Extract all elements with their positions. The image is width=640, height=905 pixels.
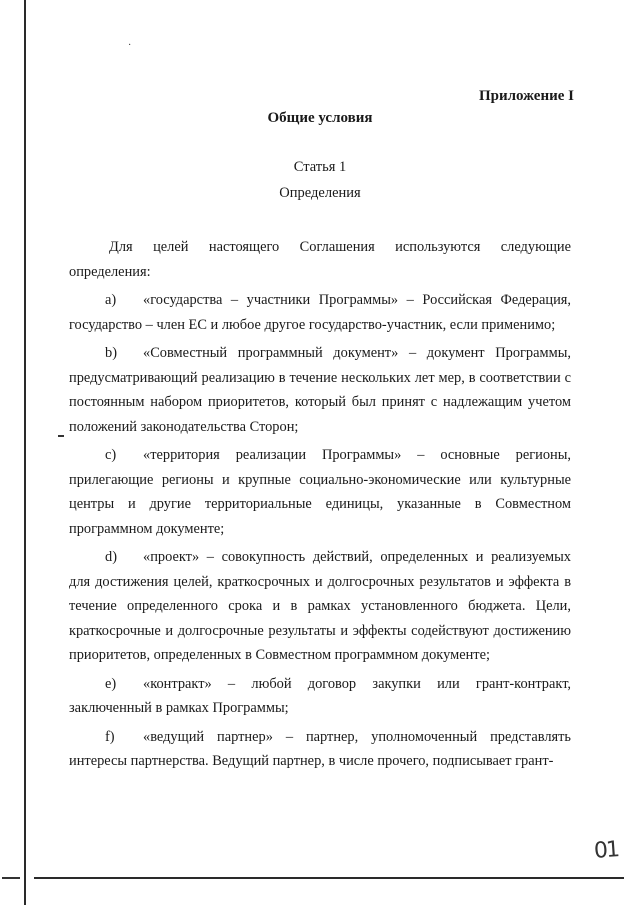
scan-bottom-mark [2, 877, 20, 879]
document-heading: Общие условия [267, 110, 373, 126]
definition-item [69, 672, 571, 721]
item-label: a) [105, 292, 117, 308]
item-text: «контракт» – любой договор закупки или грант-контракт, заключенный в рамках Программы; [69, 675, 571, 716]
definition-item [69, 725, 571, 774]
item-label: d) [105, 549, 117, 565]
item-text: «территория реализации Программы» – основные регионы, прилегающие регионы и крупные социально-экономические или культурные центры и другие территориальные единицы, указанные в Совместном программном документе; [69, 447, 571, 537]
definition-item [69, 443, 571, 541]
article-number: Статья 1 [293, 159, 347, 175]
item-text: «ведущий партнер» – партнер, уполномоченный представлять интересы партнерства. Ведущий партнер, в числе прочего, подписывает грант- [69, 728, 571, 769]
intro-paragraph: Для целей настоящего Соглашения используются следующие определения: [69, 239, 571, 280]
footer-rule [34, 877, 624, 879]
item-text: «государства – участники Программы» – Российская Федерация, государство – член ЕС и любое другое государство-участник, если применимо; [69, 292, 571, 333]
item-label: b) [105, 345, 117, 361]
definition-item [69, 545, 571, 668]
scan-tick-mark [58, 435, 64, 437]
item-text: «Совместный программный документ» – документ Программы, предусматривающий реализацию в течение нескольких лет мер, в соответствии с постоянным набором приоритетов, который был принят с надлежащим учетом положений законодательства Сторон; [69, 345, 571, 435]
item-label: c) [105, 447, 117, 463]
scan-margin-line [24, 0, 26, 905]
appendix-label: Приложение I [478, 88, 574, 104]
document-body [69, 235, 571, 778]
definition-item [69, 341, 571, 439]
article-title: Определения [279, 185, 361, 201]
scan-speck: · [128, 40, 132, 51]
item-label: f) [105, 728, 115, 745]
item-label: e) [105, 675, 117, 692]
definition-item [69, 288, 571, 337]
item-text: «проект» – совокупность действий, определенных и реализуемых для достижения целей, краткосрочных и долгосрочных результатов и эффекта в течение определенного срока и в рамках установленного бюджета. Цели, краткосрочные и долгосрочные результаты и эффекты содействуют достижению приоритетов, определенных в Совместном программном документе; [69, 549, 571, 663]
handwritten-page-number: 01 [593, 837, 619, 864]
